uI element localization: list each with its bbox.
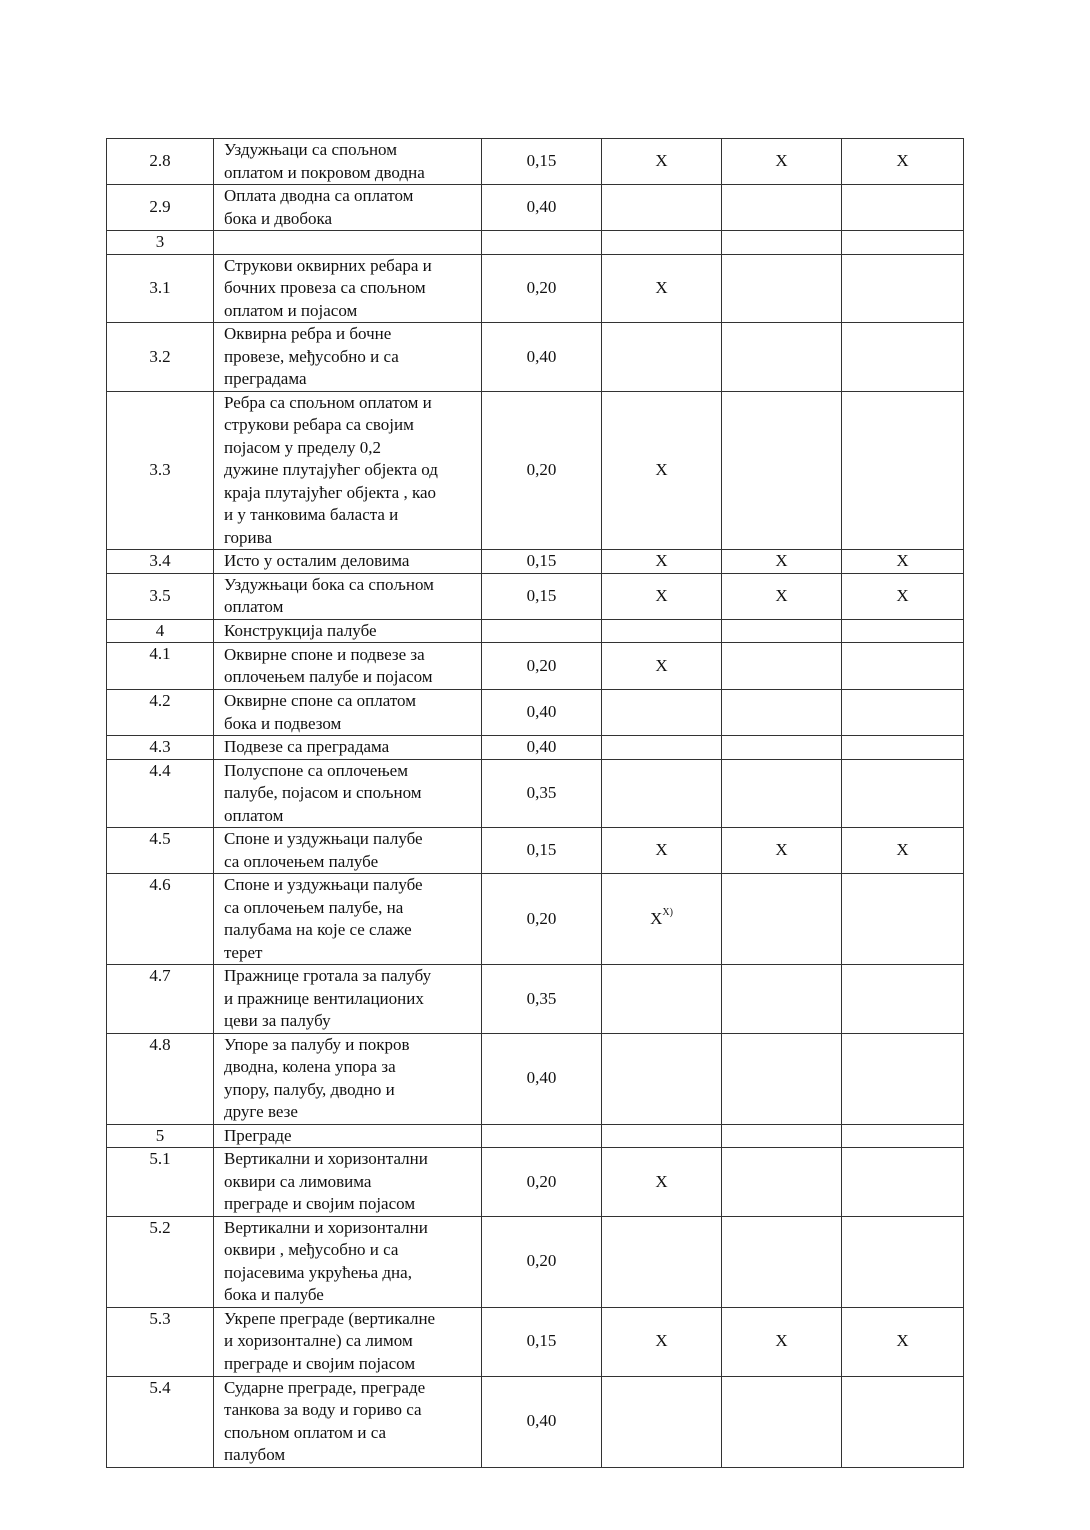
mark-column-3: [842, 1376, 964, 1467]
table-row: [107, 391, 964, 550]
mark-x: X: [655, 655, 668, 675]
item-description: [214, 1376, 482, 1467]
description-line: Пражнице гротала за палубу: [224, 966, 432, 985]
weld-factor-table: [106, 138, 964, 1468]
mark-column-3: [842, 231, 964, 255]
description-line: дводна, колена упора за: [224, 1057, 396, 1076]
item-number: 5.1: [107, 1148, 214, 1217]
mark-x: X: [650, 908, 663, 928]
mark-column-2: [722, 323, 842, 392]
table-row: [107, 759, 964, 828]
item-number: 5.3: [107, 1307, 214, 1376]
description-line: палубом: [224, 1445, 286, 1464]
mark-column-2: [722, 736, 842, 760]
factor-value: 0,15: [482, 550, 602, 574]
item-number: 3.3: [107, 391, 214, 550]
mark-x: X: [655, 278, 668, 297]
description-line: Вертикални и хоризонтални: [224, 1149, 428, 1168]
item-description: [214, 1307, 482, 1376]
item-number: 5.2: [107, 1216, 214, 1307]
table-row: [107, 1307, 964, 1376]
mark-column-3: X: [842, 573, 964, 619]
item-description: [214, 1033, 482, 1124]
factor-value: 0,40: [482, 690, 602, 736]
description-line: преградама: [224, 369, 307, 388]
item-number: 4.1: [107, 643, 214, 690]
table-row: [107, 1124, 964, 1148]
description-line: спољном оплатом и са: [224, 1422, 387, 1442]
item-number: 2.9: [107, 185, 214, 231]
item-number: 2.8: [107, 139, 214, 185]
mark-column-1: [602, 828, 722, 874]
factor-value: 0,15: [482, 573, 602, 619]
factor-value: [482, 619, 602, 643]
mark-column-3: [842, 1033, 964, 1124]
table-row: [107, 231, 964, 255]
mark-column-1: [602, 1124, 722, 1148]
description-line: цеви за палубу: [224, 1011, 331, 1030]
item-description: [214, 759, 482, 828]
mark-column-1: [602, 139, 722, 185]
mark-column-1: [602, 965, 722, 1034]
mark-column-2: [722, 965, 842, 1034]
description-line: оплатом: [224, 805, 284, 825]
item-number: 3: [107, 231, 214, 255]
mark-column-3: [842, 965, 964, 1034]
item-number: 5: [107, 1124, 214, 1148]
mark-column-3: [842, 254, 964, 323]
description-line: Оквирне споне са оплатом: [224, 691, 416, 710]
item-description: [214, 736, 482, 760]
description-line: и пражнице вентилационих: [224, 988, 424, 1008]
table-row: [107, 619, 964, 643]
mark-column-2: [722, 619, 842, 643]
mark-column-2: X: [722, 828, 842, 874]
mark-column-3: [842, 1148, 964, 1217]
mark-column-2: [722, 643, 842, 690]
description-line: провезе, међусобно и са: [224, 346, 399, 366]
description-line: Вертикални и хоризонтални: [224, 1217, 428, 1237]
mark-column-3: [842, 736, 964, 760]
mark-column-2: X: [722, 139, 842, 185]
table-row: [107, 1033, 964, 1124]
factor-value: [482, 1124, 602, 1148]
item-number: 3.2: [107, 323, 214, 392]
description-line: оплатом и појасом: [224, 300, 358, 320]
description-line: Полуспоне са оплочењем: [224, 760, 408, 780]
factor-value: 0,15: [482, 1307, 602, 1376]
table-row: [107, 254, 964, 323]
footnote-marker: X): [662, 907, 673, 919]
item-description: [214, 323, 482, 392]
factor-value: 0,20: [482, 254, 602, 323]
mark-column-3: X: [842, 1307, 964, 1376]
mark-x: X: [655, 551, 668, 570]
item-number: 4.8: [107, 1033, 214, 1124]
description-line: терет: [224, 942, 263, 962]
table-row: [107, 643, 964, 690]
mark-column-1: [602, 1216, 722, 1307]
item-number: 4: [107, 619, 214, 643]
table-row: [107, 828, 964, 874]
mark-column-1: [602, 185, 722, 231]
description-line: горива: [224, 527, 272, 547]
factor-value: 0,20: [482, 391, 602, 550]
mark-column-2: X: [722, 1307, 842, 1376]
mark-column-1: [602, 231, 722, 255]
factor-value: 0,20: [482, 874, 602, 965]
mark-column-1: [602, 1376, 722, 1467]
description-line: и у танковима баласта и: [224, 505, 399, 524]
mark-column-2: [722, 185, 842, 231]
mark-column-3: [842, 874, 964, 965]
description-line: бока и двобока: [224, 208, 333, 228]
factor-value: [482, 231, 602, 255]
mark-column-3: [842, 323, 964, 392]
description-line: Преграде: [224, 1125, 292, 1145]
mark-column-3: [842, 759, 964, 828]
description-line: палубе, појасом и спољном: [224, 783, 422, 802]
table-row: [107, 1376, 964, 1467]
table-body: [107, 139, 964, 1468]
description-line: бока и палубе: [224, 1285, 324, 1304]
mark-column-3: [842, 1216, 964, 1307]
table-row: [107, 736, 964, 760]
mark-x: X: [655, 585, 668, 605]
factor-value: 0,40: [482, 1033, 602, 1124]
description-line: са оплочењем палубе: [224, 851, 379, 871]
item-description: [214, 1148, 482, 1217]
mark-column-1: [602, 759, 722, 828]
item-number: 3.5: [107, 573, 214, 619]
description-line: појасом у пределу 0,2: [224, 437, 381, 457]
item-description: [214, 874, 482, 965]
mark-column-1: [602, 643, 722, 690]
item-number: 5.4: [107, 1376, 214, 1467]
item-description: [214, 619, 482, 643]
mark-column-2: [722, 759, 842, 828]
mark-column-2: [722, 1216, 842, 1307]
item-description: [214, 573, 482, 619]
description-line: Оквирне споне и подвезе за: [224, 644, 425, 664]
mark-column-2: [722, 1033, 842, 1124]
factor-value: 0,15: [482, 828, 602, 874]
factor-value: 0,20: [482, 1216, 602, 1307]
mark-column-2: [722, 1376, 842, 1467]
table-row: [107, 573, 964, 619]
factor-value: 0,40: [482, 185, 602, 231]
description-line: Сударне преграде, преграде: [224, 1377, 426, 1397]
item-description: [214, 139, 482, 185]
item-number: 3.4: [107, 550, 214, 574]
mark-column-1: [602, 1148, 722, 1217]
mark-column-2: [722, 874, 842, 965]
description-line: оквири са лимовима: [224, 1171, 372, 1191]
mark-column-3: [842, 1124, 964, 1148]
mark-x: X: [655, 1331, 668, 1351]
mark-column-3: X: [842, 550, 964, 574]
mark-column-3: [842, 185, 964, 231]
mark-column-2: [722, 1148, 842, 1217]
item-number: 4.5: [107, 828, 214, 874]
mark-column-3: [842, 391, 964, 550]
item-description: [214, 965, 482, 1034]
table-row: [107, 139, 964, 185]
description-line: палубама на које се слаже: [224, 920, 412, 939]
mark-column-3: X: [842, 828, 964, 874]
description-line: краја плутајућег објекта , као: [224, 482, 437, 502]
description-line: Оквирна ребра и бочне: [224, 324, 392, 343]
mark-column-2: [722, 690, 842, 736]
mark-column-1: [602, 736, 722, 760]
table-row: [107, 185, 964, 231]
description-line: струкови ребара са својим: [224, 415, 414, 434]
item-description: [214, 690, 482, 736]
item-number: 4.2: [107, 690, 214, 736]
mark-column-3: X: [842, 139, 964, 185]
description-line: Уздужњаци бока са спољном: [224, 574, 434, 594]
description-line: упору, палубу, дводно и: [224, 1079, 395, 1099]
mark-column-1: [602, 690, 722, 736]
item-number: 3.1: [107, 254, 214, 323]
description-line: друге везе: [224, 1102, 298, 1121]
description-line: преграде и својим појасом: [224, 1353, 416, 1373]
description-line: оквири , међусобно и са: [224, 1240, 399, 1259]
description-line: бочних провеза са спољном: [224, 278, 426, 297]
item-description: [214, 254, 482, 323]
description-line: Споне и уздужњаци палубе: [224, 829, 423, 848]
mark-x: X: [655, 460, 668, 479]
item-description: [214, 231, 482, 255]
factor-value: 0,40: [482, 736, 602, 760]
item-description: [214, 643, 482, 690]
factor-value: 0,40: [482, 1376, 602, 1467]
mark-column-1: [602, 619, 722, 643]
description-line: Конструкција палубе: [224, 620, 377, 640]
mark-column-2: X: [722, 550, 842, 574]
table-row: [107, 690, 964, 736]
table-row: [107, 1216, 964, 1307]
mark-column-2: [722, 391, 842, 550]
table-row: [107, 550, 964, 574]
description-line: Упоре за палубу и покров: [224, 1034, 410, 1054]
mark-column-1: [602, 573, 722, 619]
description-line: дужине плутајућег објекта од: [224, 460, 438, 479]
description-line: Оплата дводна са оплатом: [224, 186, 414, 205]
description-line: оплатом и покровом дводна: [224, 162, 425, 182]
mark-column-3: [842, 619, 964, 643]
description-line: Укрепе преграде (вертикалне: [224, 1308, 436, 1328]
mark-column-1: [602, 254, 722, 323]
table-row: [107, 874, 964, 965]
mark-column-1: [602, 550, 722, 574]
mark-x: X: [655, 151, 668, 171]
mark-x: X: [655, 1171, 668, 1191]
table-row: [107, 323, 964, 392]
factor-value: 0,35: [482, 965, 602, 1034]
table-row: [107, 965, 964, 1034]
item-number: 4.6: [107, 874, 214, 965]
description-line: и хоризонталне) са лимом: [224, 1331, 413, 1351]
description-line: Споне и уздужњаци палубе: [224, 875, 423, 894]
item-description: [214, 391, 482, 550]
item-number: 4.7: [107, 965, 214, 1034]
description-line: бока и подвезом: [224, 713, 342, 733]
description-line: Ребра са спољном оплатом и: [224, 392, 432, 412]
description-line: танкова за воду и гориво са: [224, 1400, 422, 1419]
description-line: Исто у осталим деловима: [224, 551, 410, 570]
item-description: [214, 185, 482, 231]
mark-column-1: [602, 1033, 722, 1124]
description-line: оплочењем палубе и појасом: [224, 667, 433, 686]
mark-column-1: [602, 391, 722, 550]
factor-value: 0,20: [482, 1148, 602, 1217]
factor-value: 0,20: [482, 643, 602, 690]
description-line: оплатом: [224, 597, 284, 616]
description-line: Подвезе са преградама: [224, 737, 390, 756]
mark-column-3: [842, 643, 964, 690]
factor-value: 0,15: [482, 139, 602, 185]
mark-column-1: [602, 874, 722, 965]
factor-value: 0,40: [482, 323, 602, 392]
description-line: преграде и својим појасом: [224, 1194, 416, 1213]
mark-column-3: [842, 690, 964, 736]
description-line: Уздужњаци са спољном: [224, 140, 397, 159]
description-line: Струкови оквирних ребара и: [224, 255, 432, 275]
item-description: [214, 1216, 482, 1307]
mark-column-2: [722, 254, 842, 323]
description-line: са оплочењем палубе, на: [224, 897, 404, 917]
item-description: [214, 550, 482, 574]
item-number: 4.4: [107, 759, 214, 828]
item-description: [214, 828, 482, 874]
mark-column-2: [722, 231, 842, 255]
item-number: 4.3: [107, 736, 214, 760]
mark-column-1: [602, 1307, 722, 1376]
mark-column-2: X: [722, 573, 842, 619]
description-line: појасевима укрућења дна,: [224, 1262, 412, 1282]
mark-column-2: [722, 1124, 842, 1148]
item-description: [214, 1124, 482, 1148]
mark-x: X: [655, 840, 668, 860]
factor-value: 0,35: [482, 759, 602, 828]
mark-column-1: [602, 323, 722, 392]
table-row: [107, 1148, 964, 1217]
